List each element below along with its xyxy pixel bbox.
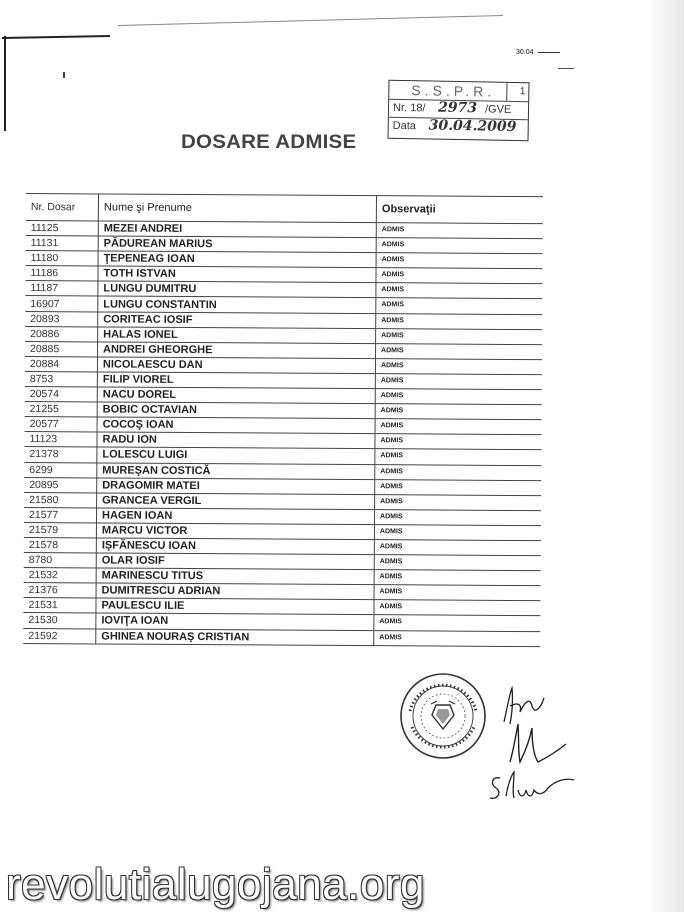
cell-nr-dosar: 11187 xyxy=(25,281,98,297)
stamp-small: 1 xyxy=(519,86,526,98)
cell-nr-dosar: 20577 xyxy=(25,417,98,433)
cell-name: NACU DOREL xyxy=(97,387,375,404)
cell-name: MARCU VICTOR xyxy=(96,523,374,540)
cell-nr-dosar: 21532 xyxy=(24,568,97,584)
cell-observation: ADMIS xyxy=(375,358,542,374)
mark-dash xyxy=(538,52,560,53)
cell-name: HAGEN IOAN xyxy=(96,508,374,525)
cell-name: LUNGU CONSTANTIN xyxy=(98,296,376,313)
column-header-observations: Observaţii xyxy=(376,196,543,224)
stamp-date-value: 30.04.2009 xyxy=(428,117,517,136)
top-rule-line xyxy=(118,15,503,26)
cell-observation: ADMIS xyxy=(376,253,543,269)
cell-observation: ADMIS xyxy=(375,374,542,390)
cell-observation: ADMIS xyxy=(375,419,542,435)
cell-observation: ADMIS xyxy=(375,464,542,480)
cell-nr-dosar: 16907 xyxy=(25,296,98,312)
corner-mark-top xyxy=(2,35,110,39)
cell-name: FILIP VIOREL xyxy=(97,372,375,389)
tick-mark xyxy=(63,72,65,78)
cell-name: DUMITRESCU ADRIAN xyxy=(96,583,374,600)
cell-nr-dosar: 11123 xyxy=(24,432,97,448)
cell-observation: ADMIS xyxy=(375,449,542,465)
cell-observation: ADMIS xyxy=(374,630,541,646)
cell-nr-dosar: 20884 xyxy=(25,356,98,372)
stamp-row-date xyxy=(389,117,528,137)
cell-observation: ADMIS xyxy=(376,328,543,344)
cell-name: PĂDUREAN MARIUS xyxy=(98,236,376,253)
cell-observation: ADMIS xyxy=(375,479,542,495)
cell-observation: ADMIS xyxy=(375,389,542,405)
cell-observation: ADMIS xyxy=(374,555,541,571)
cell-name: COCOŞ IOAN xyxy=(97,417,375,434)
cell-name: HALAS IONEL xyxy=(98,327,376,344)
cell-name: IOVIŢA IOAN xyxy=(96,613,374,630)
cell-name: ANDREI GHEORGHE xyxy=(98,342,376,359)
cell-observation: ADMIS xyxy=(374,509,541,525)
cell-name: GHINEA NOURAŞ CRISTIAN xyxy=(96,628,374,645)
stamp-date-label: Data xyxy=(392,119,417,133)
cell-nr-dosar: 20885 xyxy=(25,341,98,357)
column-header-nr: Nr. Dosar xyxy=(26,193,99,220)
cell-observation: ADMIS xyxy=(374,570,541,586)
cell-name: CORITEAC IOSIF xyxy=(98,312,376,329)
cell-name: DRAGOMIR MATEI xyxy=(97,478,375,495)
cell-name: GRANCEA VERGIL xyxy=(97,493,375,510)
cell-observation: ADMIS xyxy=(374,540,541,556)
cell-name: PAULESCU ILIE xyxy=(96,598,374,615)
cell-observation: ADMIS xyxy=(375,343,542,359)
admissions-table-wrap xyxy=(23,193,543,647)
cell-name: BOBIC OCTAVIAN xyxy=(97,402,375,419)
cell-name: IŞFĂNESCU IOAN xyxy=(96,538,374,555)
column-header-name: Nume şi Prenume xyxy=(98,194,376,223)
stamp-divider xyxy=(506,83,507,101)
cell-observation: ADMIS xyxy=(374,585,541,601)
cell-observation: ADMIS xyxy=(374,615,541,631)
cell-observation: ADMIS xyxy=(375,404,542,420)
scan-edge-shadow xyxy=(648,0,684,912)
cell-nr-dosar: 20895 xyxy=(24,477,97,493)
stamp-nr-value: 2973 xyxy=(437,99,478,117)
admissions-table xyxy=(23,193,543,647)
cell-nr-dosar: 20574 xyxy=(25,387,98,403)
table-body xyxy=(23,220,543,646)
cell-observation: ADMIS xyxy=(376,298,543,314)
cell-name: MEZEI ANDREI xyxy=(98,221,376,238)
cell-name: OLAR IOSIF xyxy=(96,553,374,570)
cell-nr-dosar: 21530 xyxy=(23,613,96,629)
cell-nr-dosar: 21577 xyxy=(24,507,97,523)
cell-name: RADU ION xyxy=(97,432,375,449)
corner-mark-left xyxy=(4,36,6,131)
cell-nr-dosar: 11180 xyxy=(26,251,99,267)
cell-name: MUREŞAN COSTICĂ xyxy=(97,462,375,479)
cell-observation: ADMIS xyxy=(375,434,542,450)
cell-nr-dosar: 11186 xyxy=(25,266,98,282)
cell-name: NICOLAESCU DAN xyxy=(97,357,375,374)
cell-nr-dosar: 21376 xyxy=(24,583,97,599)
cell-nr-dosar: 21592 xyxy=(23,628,96,644)
cell-observation: ADMIS xyxy=(376,313,543,329)
page-mark: 30.04 xyxy=(516,49,534,56)
cell-nr-dosar: 21579 xyxy=(24,522,97,538)
cell-name: ŢEPENEAG IOAN xyxy=(98,251,376,268)
cell-nr-dosar: 21578 xyxy=(24,537,97,553)
stamp-nr-suffix: /GVE xyxy=(484,103,512,116)
cell-nr-dosar: 11131 xyxy=(26,236,99,252)
cell-name: MARINESCU TITUS xyxy=(96,568,374,585)
cell-observation: ADMIS xyxy=(376,283,543,299)
cell-nr-dosar: 21580 xyxy=(24,492,97,508)
page-title: DOSARE ADMISE xyxy=(181,132,357,153)
cell-observation: ADMIS xyxy=(376,238,543,254)
cell-nr-dosar: 20886 xyxy=(25,326,98,342)
stamp-nr-label: Nr. 18/ xyxy=(392,101,426,115)
cell-name: LOLESCU LUIGI xyxy=(97,447,375,464)
cell-observation: ADMIS xyxy=(375,494,542,510)
cell-nr-dosar: 20893 xyxy=(25,311,98,327)
signature-icon xyxy=(506,718,570,768)
cell-observation: ADMIS xyxy=(376,223,543,239)
cell-nr-dosar: 8753 xyxy=(25,371,98,387)
cell-nr-dosar: 11125 xyxy=(26,220,99,236)
stamp-org: S.S.P.R. xyxy=(411,82,496,100)
signature-icon xyxy=(486,768,576,804)
cell-name: TOTH ISTVAN xyxy=(98,266,376,283)
mark-dash xyxy=(558,68,574,69)
cell-nr-dosar: 21531 xyxy=(23,598,96,614)
table-header-row xyxy=(26,193,543,223)
site-watermark: revolutialugojana.org xyxy=(6,860,426,909)
cell-observation: ADMIS xyxy=(374,525,541,541)
registration-stamp xyxy=(387,80,529,141)
cell-nr-dosar: 6299 xyxy=(24,462,97,478)
cell-observation: ADMIS xyxy=(374,600,541,616)
cell-nr-dosar: 21378 xyxy=(24,447,97,463)
cell-name: LUNGU DUMITRU xyxy=(98,281,376,298)
cell-observation: ADMIS xyxy=(376,268,543,284)
official-seal-icon xyxy=(398,671,488,761)
cell-nr-dosar: 8780 xyxy=(24,553,97,569)
cell-nr-dosar: 21255 xyxy=(25,402,98,418)
table-row xyxy=(23,628,540,646)
